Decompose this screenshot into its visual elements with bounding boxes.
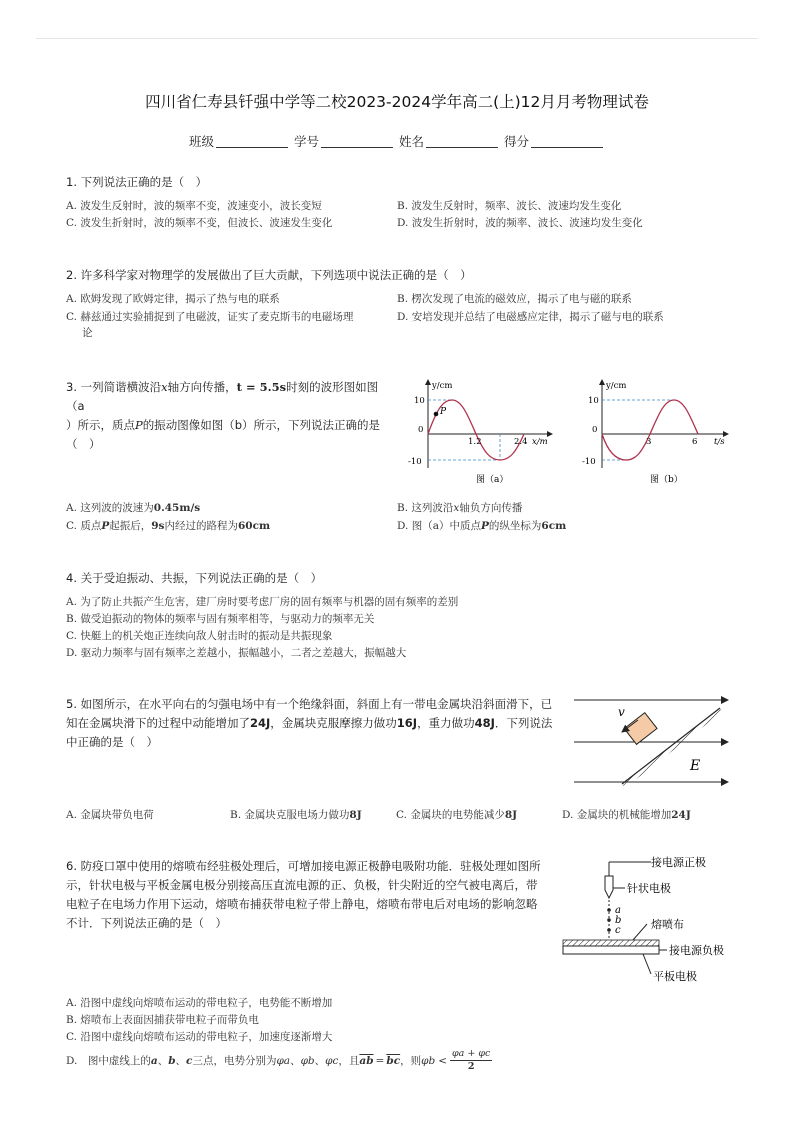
vibration-curve [602,400,698,460]
q1-option-c[interactable]: C. 波发生折射时，波的频率不变，但波长、波速发生变化 [66,217,333,229]
figure-a-caption: 图（a） [476,475,509,485]
t-tick-6: 6 [692,437,698,447]
opt-var: φb [300,1054,315,1067]
q5-value: 48J [474,716,495,730]
q3-text: 时刻的波形图如图（a [66,380,379,413]
plate-pointer [643,954,651,974]
y-axis-label: y/cm [432,381,453,391]
q3-text: ）所示，质点 [66,418,135,432]
opt-var: a [150,1054,158,1067]
point-p-label: P [440,407,447,417]
q6-option-c[interactable]: C. 沿图中虚线向熔喷布运动的带电粒子，加速度逐渐增大 [66,1031,333,1043]
opt-text: 起振后， [109,520,152,532]
opt-text: 三点，电势分别为 [192,1054,277,1067]
opt-text: B. 这列波沿 [397,502,454,514]
q5-text: ，重力做功 [417,716,475,730]
q3-stem-line3: （ ） [66,437,101,451]
opt-text: C. 金属块的电势能减少 [396,809,505,821]
melt-blown-cloth [563,940,659,946]
t-axis-label: t/s [714,437,725,447]
opt-text: ，且 [338,1054,360,1067]
opt-text: D. 金属块的机械能增加 [562,809,672,821]
q6-stem-line4: 不计．下列说法正确的是（ ） [66,916,227,930]
q5-option-b[interactable] [230,807,362,823]
q6-option-d[interactable] [66,1048,492,1073]
label-needle: 针状电极 [627,882,671,895]
opt-text: B. 金属块克服电场力做功 [230,809,350,821]
label-b: b [615,915,622,926]
opt-var: b [168,1054,176,1067]
opt-text: 轴负方向传播 [459,502,523,514]
q5-text: 知在金属块滑下的过程中动能增加了 [66,716,250,730]
point-p-marker [434,412,439,417]
label-cloth: 熔喷布 [651,918,684,931]
q3-var-x: x [161,380,168,394]
opt-text: 、 [157,1054,169,1067]
q2-option-c-line2: 论 [82,327,93,339]
opt-value: 6cm [541,520,567,532]
opt-var: P [480,520,489,532]
opt-value: 24J [671,809,691,821]
label-a: a [615,905,621,916]
opt-text: 、 [314,1054,326,1067]
plate-electrode [563,946,659,954]
q5-value: 24J [250,716,271,730]
opt-segment-ab: $\overline{ab}$ [359,1054,374,1067]
q5-stem-line1: 5. 如图所示，在水平向右的匀强电场中有一个绝缘斜面，斜面上有一带电金属块沿斜面滑下，已 [66,697,553,711]
opt-text: A. 这列波的波速为 [66,502,154,514]
y-tick-minus10: -10 [408,457,422,467]
fraction-denominator: 2 [467,1061,475,1072]
opt-value: 60cm [237,520,271,532]
q4-option-c[interactable]: C. 快艇上的机关炮正连续向敌人射击时的振动是共振现象 [66,630,333,642]
q4-option-b[interactable]: B. 做受迫振动的物体的频率与固有频率相等，与驱动力的频率无关 [66,613,375,625]
q5-stem [66,695,566,752]
q4-option-d[interactable]: D. 驱动力频率与固有频率之差越小，振幅越小，二者之差越大，振幅越大 [66,647,407,659]
opt-segment-bc: $\overline{bc}$ [386,1054,401,1067]
q3-stem-line1 [66,378,396,416]
figure-b-caption: 图（b） [650,475,683,485]
q5-stem-line3: 中正确的是（ ） [66,735,158,749]
y-tick-0: 0 [418,425,424,435]
q4-stem: 4. 关于受迫振动、共振，下列说法正确的是（ ） [66,571,323,585]
y-tick-0: 0 [592,425,598,435]
q6-stem-line2: 示，针状电极与平板金属电极分别接高压直流电源的正、负极，针尖附近的空气被电离后，带 [66,878,538,892]
opt-value: 8J [504,809,518,821]
opt-text: 内经过的路程为 [164,520,238,532]
q2-option-c[interactable] [66,309,353,341]
label-positive: 接电源正极 [651,856,706,869]
opt-text: 的纵坐标为 [488,520,542,532]
q6-stem [66,857,556,933]
velocity-label: v [618,705,625,719]
q3-figure-b [578,376,738,486]
q5-text: ，金属块克服摩擦力做功 [270,716,397,730]
class-blank[interactable] [216,135,288,148]
x-tick-1-2: 1.2 [468,437,482,447]
opt-text: D. 图（a）中质点 [397,520,481,532]
q5-stem-line2 [66,714,566,733]
q3-option-d[interactable] [397,518,566,534]
opt-var: φc [325,1054,339,1067]
opt-var: φb [421,1054,436,1067]
q6-option-b[interactable]: B. 熔喷布上表面因捕获带电粒子而带负电 [66,1014,259,1026]
q3-text: 3. 一列简谐横波沿 [66,380,162,394]
q5-option-c[interactable] [396,807,517,823]
point-a-marker [607,908,611,912]
q1-option-d[interactable]: D. 波发生折射时，波的频率、波长、波速均发生变化 [397,217,643,229]
score-blank[interactable] [531,135,603,148]
opt-text: 、 [290,1054,301,1067]
q5-text: ．下列说法 [494,716,553,730]
opt-text: C. 质点 [66,520,102,532]
class-label: 班级 [188,134,214,149]
q6-figure [555,850,740,990]
label-plate: 平板电极 [653,970,697,983]
q3-var-p: P [135,418,143,432]
id-label: 学号 [293,134,319,149]
field-label: E [690,758,701,774]
q2-option-b[interactable]: B. 楞次发现了电流的磁效应，揭示了电与磁的联系 [397,293,632,305]
q3-option-c[interactable] [66,518,270,534]
q2-stem: 2. 许多科学家对物理学的发展做出了巨大贡献，下列选项中说法正确的是（ ） [66,268,472,282]
opt-text: < [438,1054,447,1067]
t-tick-3: 3 [646,437,652,447]
x-axis-label: x/m [532,437,548,447]
cloth-pointer [633,924,647,940]
metal-block [624,713,657,745]
needle-electrode [605,876,613,898]
label-negative: 接电源负极 [669,944,724,957]
q1-stem: 1. 下列说法正确的是（ ） [66,175,208,189]
opt-text: D. 图中虚线上的 [66,1054,151,1067]
q2-option-c-line1: C. 赫兹通过实验捕捉到了电磁波，证实了麦克斯韦的电磁场理 [66,311,354,323]
q5-option-a[interactable]: A. 金属块带负电荷 [66,809,154,821]
point-b-marker [607,918,611,922]
opt-var: c [186,1054,193,1067]
q5-figure [570,690,734,790]
y-tick-minus10: -10 [582,457,596,467]
id-blank[interactable] [321,135,393,148]
opt-var: P [101,520,110,532]
q2-option-d[interactable]: D. 安培发现并总结了电磁感应定律，揭示了磁与电的联系 [397,311,664,323]
q3-time: t = 5.5s [236,380,287,394]
q5-value: 16J [396,716,418,730]
opt-value: 9s [151,520,165,532]
x-tick-2-4: 2.4 [514,437,528,447]
q3-text: 的振动图像如图（b）所示，下列说法正确的是 [142,418,381,432]
q6-stem-line1: 6. 防疫口罩中使用的熔喷布经驻极处理后，可增加接电源正极静电吸附功能．驻极处理如图所 [66,859,541,873]
q6-stem-line3: 电粒子在电场力作用下运动，熔喷布捕获带电粒子带上静电，熔喷布带电后对电场的影响忽略 [66,897,538,911]
opt-var: φa [276,1054,291,1067]
q3-stem [66,378,396,454]
name-label: 姓名 [398,134,424,149]
y-tick-10: 10 [414,396,425,406]
y-axis-label: y/cm [606,381,627,391]
opt-text: 、 [175,1054,187,1067]
q4-option-a[interactable]: A. 为了防止共振产生危害，建厂房时要考虑厂房的固有频率与机器的固有频率的差别 [66,596,459,608]
opt-fraction [450,1048,492,1073]
opt-value: 8J [349,809,362,821]
q1-option-a[interactable]: A. 波发生反射时，波的频率不变，波速变小，波长变短 [66,200,322,212]
label-c: c [615,925,621,936]
name-blank[interactable] [426,135,498,148]
point-c-marker [607,928,611,932]
q3-option-b[interactable] [397,500,522,516]
q2-option-a[interactable]: A. 欧姆发现了欧姆定律，揭示了热与电的联系 [66,293,280,305]
q5-option-d[interactable] [562,807,691,823]
q1-option-b[interactable]: B. 波发生反射时，频率、波长、波速均发生变化 [397,200,622,212]
q3-text: 轴方向传播， [167,380,237,394]
student-info-line [0,132,794,150]
page-title: 四川省仁寿县钎强中学等二校2023-2024学年高二(上)12月月考物理试卷 [145,93,649,111]
opt-text: ，则 [400,1054,422,1067]
opt-text: = [375,1054,385,1067]
opt-value: 0.45m/s [153,502,201,514]
q3-stem-line2 [66,416,396,435]
opt-var: x [453,502,460,514]
y-tick-10: 10 [588,396,599,406]
q3-option-a[interactable] [66,500,200,516]
top-divider [36,38,758,39]
fraction-numerator: φa + φc [452,1048,491,1059]
score-label: 得分 [503,134,529,149]
q6-option-a[interactable]: A. 沿图中虚线向熔喷布运动的带电粒子，电势能不断增加 [66,997,333,1009]
q3-figure-a [404,376,559,486]
